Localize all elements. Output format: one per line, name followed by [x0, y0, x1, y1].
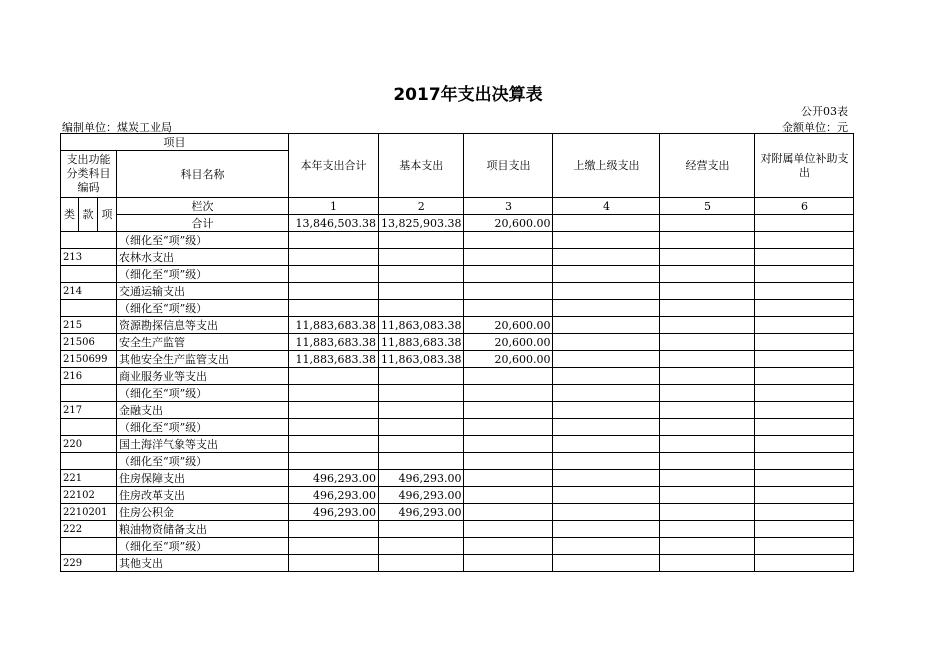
header-xiang: 项 — [98, 198, 117, 232]
header-col-4: 上缴上级支出 — [553, 134, 660, 198]
subject-name: （细化至“项”级） — [117, 453, 289, 470]
table-row — [61, 334, 854, 351]
amount-cell — [660, 538, 755, 555]
amount-cell: 11,883,683.38 — [289, 351, 379, 368]
amount-cell — [660, 402, 755, 419]
header-col-2: 基本支出 — [379, 134, 464, 198]
amount-cell: 20,600.00 — [464, 317, 553, 334]
amount-cell — [553, 232, 660, 249]
amount-cell — [755, 419, 854, 436]
func-code — [61, 385, 117, 402]
amount-cell — [289, 419, 379, 436]
func-code — [61, 266, 117, 283]
col-num-5: 5 — [660, 198, 755, 215]
amount-cell — [660, 487, 755, 504]
amount-cell — [660, 368, 755, 385]
amount-cell — [379, 453, 464, 470]
amount-cell: 496,293.00 — [379, 470, 464, 487]
amount-cell — [379, 249, 464, 266]
func-code: 215 — [61, 317, 117, 334]
amount-cell — [464, 300, 553, 317]
func-code: 221 — [61, 470, 117, 487]
amount-cell — [464, 521, 553, 538]
subject-name: 农林水支出 — [117, 249, 289, 266]
amount-cell — [660, 436, 755, 453]
amount-cell: 496,293.00 — [289, 504, 379, 521]
amount-cell — [660, 453, 755, 470]
amount-cell — [553, 419, 660, 436]
total-value: 13,846,503.38 — [289, 215, 379, 232]
amount-cell — [755, 487, 854, 504]
amount-cell — [553, 385, 660, 402]
table-row — [61, 385, 854, 402]
amount-cell — [289, 555, 379, 572]
amount-cell — [553, 555, 660, 572]
table-row — [61, 436, 854, 453]
subject-name: （细化至“项”级） — [117, 300, 289, 317]
subject-name: （细化至“项”级） — [117, 266, 289, 283]
amount-cell — [755, 453, 854, 470]
col-num-1: 1 — [289, 198, 379, 215]
func-code: 214 — [61, 283, 117, 300]
amount-cell — [464, 504, 553, 521]
amount-cell — [755, 300, 854, 317]
amount-cell — [553, 300, 660, 317]
func-code — [61, 419, 117, 436]
amount-cell — [660, 385, 755, 402]
amount-cell — [553, 436, 660, 453]
amount-cell — [660, 470, 755, 487]
amount-cell — [660, 334, 755, 351]
subject-name: 金融支出 — [117, 402, 289, 419]
func-code — [61, 538, 117, 555]
amount-cell — [379, 538, 464, 555]
amount-cell: 11,883,683.38 — [289, 334, 379, 351]
amount-cell — [464, 419, 553, 436]
amount-cell — [289, 249, 379, 266]
subject-name: 商业服务业等支出 — [117, 368, 289, 385]
amount-cell — [289, 368, 379, 385]
header-col-3: 项目支出 — [464, 134, 553, 198]
total-value: 20,600.00 — [464, 215, 553, 232]
table-row — [61, 249, 854, 266]
amount-cell — [464, 249, 553, 266]
amount-cell — [464, 555, 553, 572]
col-num-4: 4 — [553, 198, 660, 215]
table-row — [61, 487, 854, 504]
amount-cell: 20,600.00 — [464, 351, 553, 368]
func-code: 222 — [61, 521, 117, 538]
func-code — [61, 453, 117, 470]
amount-cell: 20,600.00 — [464, 334, 553, 351]
func-code: 2150699 — [61, 351, 117, 368]
amount-cell — [660, 300, 755, 317]
amount-cell: 496,293.00 — [379, 487, 464, 504]
amount-cell — [379, 283, 464, 300]
func-code: 2210201 — [61, 504, 117, 521]
table-row — [61, 402, 854, 419]
amount-cell: 496,293.00 — [289, 487, 379, 504]
amount-cell — [660, 317, 755, 334]
amount-cell — [464, 402, 553, 419]
subject-name: （细化至“项”级） — [117, 538, 289, 555]
header-col-6: 对附属单位补助支出 — [755, 134, 854, 198]
amount-cell — [660, 555, 755, 572]
header-col-1: 本年支出合计 — [289, 134, 379, 198]
table-row — [61, 351, 854, 368]
amount-cell — [755, 555, 854, 572]
amount-cell — [379, 521, 464, 538]
amount-cell: 11,883,683.38 — [289, 317, 379, 334]
subject-name: （细化至“项”级） — [117, 232, 289, 249]
amount-cell — [755, 266, 854, 283]
amount-cell — [660, 521, 755, 538]
amount-cell — [553, 266, 660, 283]
table-row — [61, 368, 854, 385]
amount-cell — [660, 419, 755, 436]
amount-cell — [553, 487, 660, 504]
subject-name: 其他安全生产监管支出 — [117, 351, 289, 368]
amount-cell — [289, 402, 379, 419]
amount-cell — [289, 232, 379, 249]
amount-cell — [379, 555, 464, 572]
amount-cell — [755, 368, 854, 385]
amount-cell — [379, 419, 464, 436]
col-num-6: 6 — [755, 198, 854, 215]
amount-cell — [553, 249, 660, 266]
amount-cell — [660, 351, 755, 368]
amount-cell — [464, 368, 553, 385]
total-value — [553, 215, 660, 232]
amount-cell — [755, 504, 854, 521]
amount-cell: 496,293.00 — [289, 470, 379, 487]
table-row — [61, 419, 854, 436]
col-num-2: 2 — [379, 198, 464, 215]
table-row — [61, 521, 854, 538]
amount-cell — [379, 402, 464, 419]
amount-cell — [553, 521, 660, 538]
amount-cell — [464, 453, 553, 470]
amount-cell: 496,293.00 — [379, 504, 464, 521]
amount-cell — [464, 232, 553, 249]
amount-cell — [464, 470, 553, 487]
total-value — [660, 215, 755, 232]
total-label: 合计 — [117, 215, 289, 232]
col-num-3: 3 — [464, 198, 553, 215]
amount-cell — [289, 283, 379, 300]
subject-name: 交通运输支出 — [117, 283, 289, 300]
func-code: 21506 — [61, 334, 117, 351]
amount-cell — [660, 232, 755, 249]
subject-name: 住房改革支出 — [117, 487, 289, 504]
amount-cell — [755, 402, 854, 419]
amount-cell — [660, 504, 755, 521]
amount-cell — [755, 385, 854, 402]
amount-cell — [464, 385, 553, 402]
amount-cell — [553, 402, 660, 419]
table-row — [61, 538, 854, 555]
table-row — [61, 555, 854, 572]
table-row — [61, 283, 854, 300]
page-title: 2017年支出决算表 — [393, 85, 543, 105]
amount-cell — [553, 334, 660, 351]
header-subject-name: 科目名称 — [117, 151, 289, 198]
table-row — [61, 317, 854, 334]
amount-cell — [289, 266, 379, 283]
amount-unit: 金额单位：元 — [782, 121, 848, 134]
amount-cell — [660, 249, 755, 266]
func-code — [61, 232, 117, 249]
header-item: 项目 — [61, 134, 289, 151]
amount-cell — [755, 334, 854, 351]
subject-name: 资源勘探信息等支出 — [117, 317, 289, 334]
amount-cell — [379, 232, 464, 249]
subject-name: （细化至“项”级） — [117, 419, 289, 436]
amount-cell — [755, 436, 854, 453]
amount-cell — [379, 300, 464, 317]
func-code: 216 — [61, 368, 117, 385]
amount-cell — [379, 266, 464, 283]
func-code: 217 — [61, 402, 117, 419]
amount-cell — [553, 538, 660, 555]
amount-cell — [464, 266, 553, 283]
amount-cell — [289, 385, 379, 402]
table-row — [61, 504, 854, 521]
subject-name: 国土海洋气象等支出 — [117, 436, 289, 453]
func-code: 22102 — [61, 487, 117, 504]
subject-name: 粮油物资储备支出 — [117, 521, 289, 538]
amount-cell — [553, 351, 660, 368]
func-code: 229 — [61, 555, 117, 572]
subject-name: （细化至“项”级） — [117, 385, 289, 402]
subject-name: 住房公积金 — [117, 504, 289, 521]
expenditure-table — [60, 133, 854, 572]
amount-cell — [755, 538, 854, 555]
amount-cell — [755, 521, 854, 538]
header-column-order: 栏次 — [117, 198, 289, 215]
amount-cell — [755, 470, 854, 487]
subject-name: 其他支出 — [117, 555, 289, 572]
amount-cell — [553, 283, 660, 300]
amount-cell — [660, 283, 755, 300]
func-code — [61, 300, 117, 317]
amount-cell: 11,863,083.38 — [379, 351, 464, 368]
subject-name: 住房保障支出 — [117, 470, 289, 487]
amount-cell — [755, 317, 854, 334]
amount-cell — [289, 521, 379, 538]
header-lei: 类 — [61, 198, 79, 232]
total-value: 13,825,903.38 — [379, 215, 464, 232]
header-func-code: 支出功能分类科目编码 — [61, 151, 117, 198]
amount-cell — [464, 283, 553, 300]
func-code: 213 — [61, 249, 117, 266]
table-row — [61, 266, 854, 283]
amount-cell — [379, 436, 464, 453]
amount-cell — [464, 487, 553, 504]
amount-cell — [289, 538, 379, 555]
amount-cell — [755, 249, 854, 266]
amount-cell — [553, 317, 660, 334]
form-number: 公开03表 — [801, 105, 848, 118]
compiling-unit: 编制单位：煤炭工业局 — [62, 121, 172, 134]
subject-name: 安全生产监管 — [117, 334, 289, 351]
amount-cell — [553, 504, 660, 521]
amount-cell — [379, 385, 464, 402]
amount-cell — [660, 266, 755, 283]
amount-cell — [289, 453, 379, 470]
table-row — [61, 232, 854, 249]
total-value — [755, 215, 854, 232]
amount-cell — [289, 300, 379, 317]
amount-cell — [464, 538, 553, 555]
amount-cell — [553, 453, 660, 470]
amount-cell — [755, 283, 854, 300]
amount-cell — [553, 368, 660, 385]
table-row — [61, 300, 854, 317]
amount-cell — [755, 351, 854, 368]
amount-cell — [755, 232, 854, 249]
func-code: 220 — [61, 436, 117, 453]
amount-cell — [289, 436, 379, 453]
header-kuan: 款 — [79, 198, 98, 232]
amount-cell — [464, 436, 553, 453]
amount-cell: 11,883,683.38 — [379, 334, 464, 351]
amount-cell — [379, 368, 464, 385]
table-row — [61, 453, 854, 470]
table-row — [61, 470, 854, 487]
amount-cell — [553, 470, 660, 487]
header-col-5: 经营支出 — [660, 134, 755, 198]
amount-cell: 11,863,083.38 — [379, 317, 464, 334]
